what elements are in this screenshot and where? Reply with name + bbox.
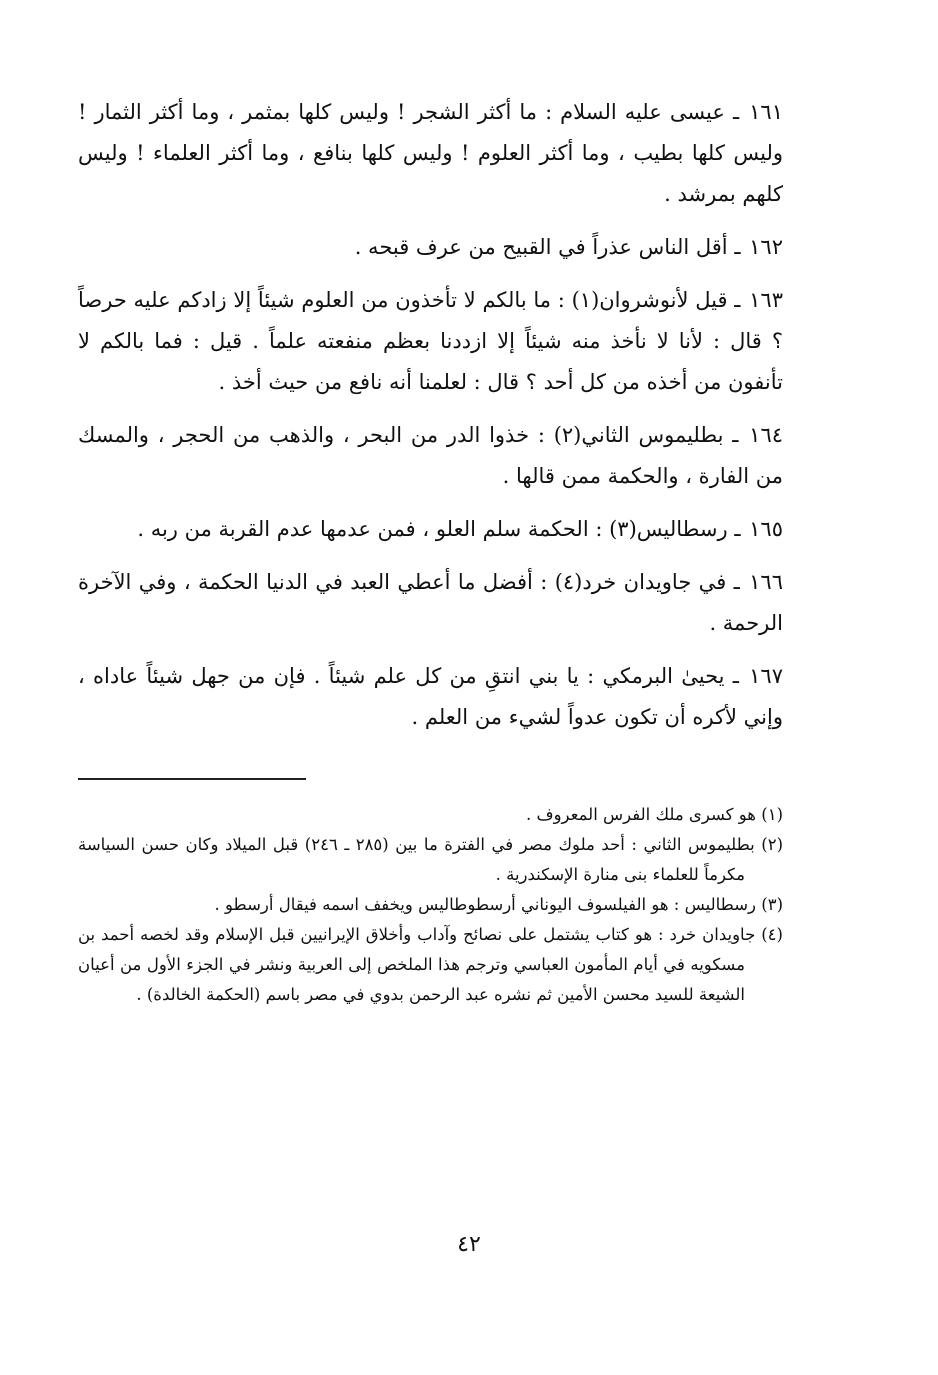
entry-163: ١٦٣ ـ قيل لأنوشروان(١) : ما بالكم لا تأخذون من العلوم شيئاً إلا زادكم عليه حرصاً ؟ قال : لأنا لا نأخذ منه شيئاً إلا ازددنا بعظم منفعته علماً . قيل : فما بالكم لا تأنفون من أخذه من كل أحد ؟ قال : لعلمنا أنه نافع من حيث أخذ .	[78, 288, 783, 394]
footnote-3	[78, 890, 783, 920]
footnote-text: بطليموس الثاني : أحد ملوك مصر في الفترة ما بين (٢٨٥ ـ ٢٤٦) قبل الميلاد وكان حسن السياسة مكرماً للعلماء بنى منارة الإسكندرية .	[78, 835, 755, 884]
entry-text: رسطاليس(٣) : الحكمة سلم العلو ، فمن عدمها عدم القربة من ربه .	[137, 517, 728, 541]
footnotes-list	[78, 800, 783, 1010]
entry-164: ١٦٤ ـ بطليموس الثاني(٢) : خذوا الدر من البحر ، والذهب من الحجر ، والمسك من الفارة ، والحكمة ممن قالها .	[78, 423, 784, 488]
footnote-text: رسطاليس : هو الفيلسوف اليوناني أرسطوطاليس ويخفف اسمه فيقال أرسطو .	[214, 895, 756, 914]
footnote-text: جاويدان خرد : هو كتاب يشتمل على نصائح وآداب وأخلاق الإيرانيين قبل الإسلام وقد لخصه أحمد بن مسكويه في أيام المأمون العباسي وترجم هذا الملخص إلى العربية ونشر في الجزء الأول من أعيان الشيعة للسيد محسن الأمين ثم نشره عبد الرحمن بدوي في مصر باسم (الحكمة الخالدة) .	[78, 925, 756, 1004]
entry-number: ١٦٥	[749, 517, 783, 541]
footnote-separator	[78, 778, 306, 780]
entry-text: يحيىٰ البرمكي : يا بني انتقِ من كل علم شيئاً . فإن من جهل شيئاً عاداه ، وإني لأكره أن تكون عدواً لشيء من العلم .	[78, 664, 783, 729]
entry-number: ١٦٣	[749, 288, 783, 312]
page-number: ٤٢	[457, 1232, 481, 1257]
entry-161: ١٦١ ـ عيسى عليه السلام : ما أكثر الشجر ! وليس كلها بمثمر ، وما أكثر الثمار ! وليس كلها بطيب ، وما أكثر العلوم ! وليس كلها بنافع ، وما أكثر العلماء ! وليس كلهم بمرشد .	[78, 100, 783, 206]
entry-167: ١٦٧ ـ يحيىٰ البرمكي : يا بني انتقِ من كل علم شيئاً . فإن من جهل شيئاً عاداه ، وإني لأكره أن تكون عدواً لشيء من العلم .	[78, 664, 783, 729]
entry-number: ١٦٢	[749, 235, 783, 259]
footnote-marker: (٢)	[761, 835, 784, 854]
footnote-text: هو كسرى ملك الفرس المعروف .	[526, 805, 756, 824]
page-body	[78, 92, 783, 1010]
entry-166: ١٦٦ ـ في جاويدان خرد(٤) : أفضل ما أعطي العبد في الدنيا الحكمة ، وفي الآخرة الرحمة .	[78, 570, 783, 635]
entry-number: ١٦١	[749, 100, 783, 124]
entry-number: ١٦٤	[749, 423, 784, 447]
entry-162: ١٦٢ ـ أقل الناس عذراً في القبيح من عرف قبحه .	[354, 235, 783, 259]
footnote-1	[78, 800, 783, 830]
footnote-marker: (٤)	[761, 925, 783, 944]
entry-text: عيسى عليه السلام : ما أكثر الشجر ! وليس كلها بمثمر ، وما أكثر الثمار ! وليس كلها بطيب ، وما أكثر العلوم ! وليس كلها بنافع ، وما أكثر العلماء ! وليس كلهم بمرشد .	[78, 100, 783, 206]
footnote-marker: (٣)	[761, 895, 783, 914]
entry-text: قيل لأنوشروان(١) : ما بالكم لا تأخذون من العلوم شيئاً إلا زادكم عليه حرصاً ؟ قال : لأنا لا نأخذ منه شيئاً إلا ازددنا بعظم منفعته علماً . قيل : فما بالكم لا تأنفون من أخذه من كل أحد ؟ قال : لعلمنا أنه نافع من حيث أخذ .	[78, 288, 783, 394]
entries-list	[78, 92, 783, 738]
footnote-4	[78, 920, 783, 1010]
footnote-marker: (١)	[761, 805, 783, 824]
footnote-2	[78, 830, 783, 890]
entry-text: أقل الناس عذراً في القبيح من عرف قبحه .	[354, 235, 728, 259]
entry-text: في جاويدان خرد(٤) : أفضل ما أعطي العبد في الدنيا الحكمة ، وفي الآخرة الرحمة .	[78, 570, 783, 635]
entry-number: ١٦٦	[749, 570, 783, 594]
entry-165: ١٦٥ ـ رسطاليس(٣) : الحكمة سلم العلو ، فمن عدمها عدم القربة من ربه .	[137, 517, 783, 541]
entry-text: بطليموس الثاني(٢) : خذوا الدر من البحر ، والذهب من الحجر ، والمسك من الفارة ، والحكمة ممن قالها .	[78, 423, 783, 488]
entry-number: ١٦٧	[749, 664, 783, 688]
